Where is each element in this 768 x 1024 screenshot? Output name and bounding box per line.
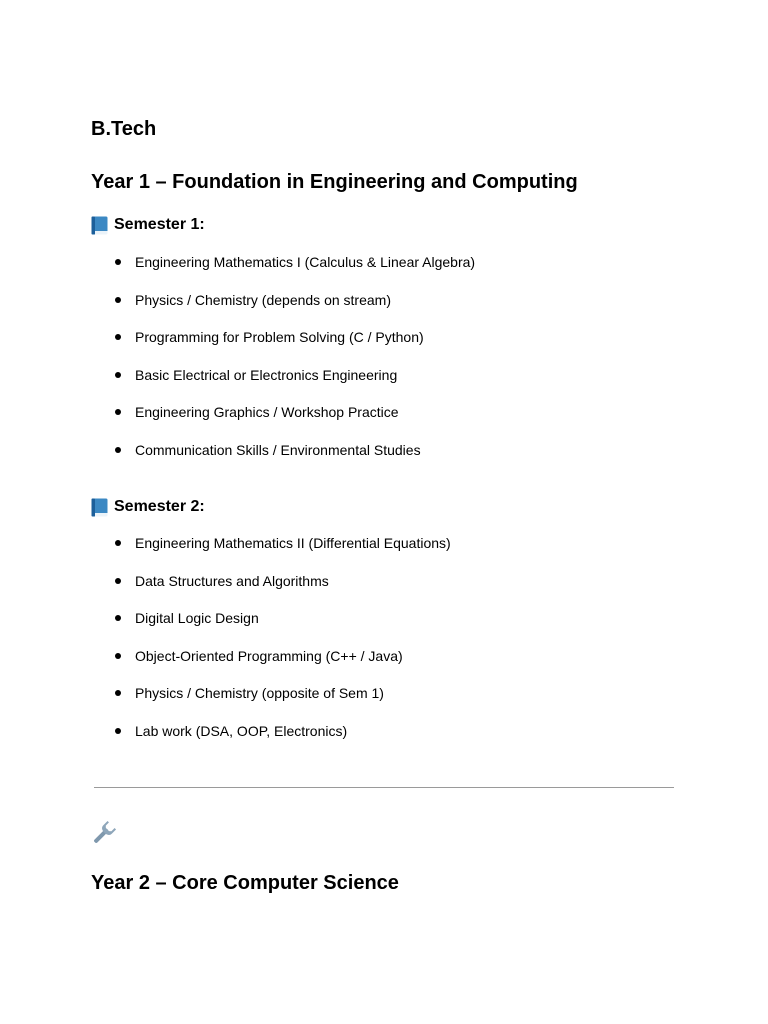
- list-item: Physics / Chemistry (opposite of Sem 1): [113, 683, 451, 721]
- semester-1-heading: [91, 215, 205, 235]
- year-1-heading: Year 1 – Foundation in Engineering and Computing: [91, 171, 578, 193]
- list-item: Engineering Mathematics II (Differential Equations): [113, 533, 451, 571]
- list-item: Engineering Graphics / Workshop Practice: [113, 402, 475, 440]
- blue-book-icon: [91, 216, 108, 235]
- bullet-icon: [115, 578, 121, 584]
- list-item: Digital Logic Design: [113, 608, 451, 646]
- year-2-heading: Year 2 – Core Computer Science: [91, 872, 399, 894]
- list-item: Programming for Problem Solving (C / Python): [113, 327, 475, 365]
- wrench-icon: [91, 820, 117, 846]
- bullet-icon: [115, 297, 121, 303]
- section-divider: [94, 787, 674, 788]
- list-item: Object-Oriented Programming (C++ / Java): [113, 646, 451, 684]
- bullet-icon: [115, 615, 121, 621]
- list-item: Physics / Chemistry (depends on stream): [113, 290, 475, 328]
- list-item: Communication Skills / Environmental Studies: [113, 440, 475, 478]
- bullet-icon: [115, 409, 121, 415]
- document-title: B.Tech: [91, 118, 157, 140]
- list-item: Data Structures and Algorithms: [113, 571, 451, 609]
- semester-2-label: Semester 2:: [114, 498, 205, 515]
- semester-2-heading: [91, 497, 205, 517]
- list-item: Engineering Mathematics I (Calculus & Linear Algebra): [113, 252, 475, 290]
- bullet-icon: [115, 690, 121, 696]
- list-item: Basic Electrical or Electronics Engineering: [113, 365, 475, 403]
- semester-1-label: Semester 1:: [114, 216, 205, 233]
- semester-1-course-list: [113, 252, 475, 478]
- bullet-icon: [115, 334, 121, 340]
- list-item: Lab work (DSA, OOP, Electronics): [113, 721, 451, 759]
- semester-2-course-list: [113, 533, 451, 759]
- bullet-icon: [115, 653, 121, 659]
- bullet-icon: [115, 447, 121, 453]
- bullet-icon: [115, 540, 121, 546]
- blue-book-icon: [91, 498, 108, 517]
- bullet-icon: [115, 372, 121, 378]
- bullet-icon: [115, 728, 121, 734]
- bullet-icon: [115, 259, 121, 265]
